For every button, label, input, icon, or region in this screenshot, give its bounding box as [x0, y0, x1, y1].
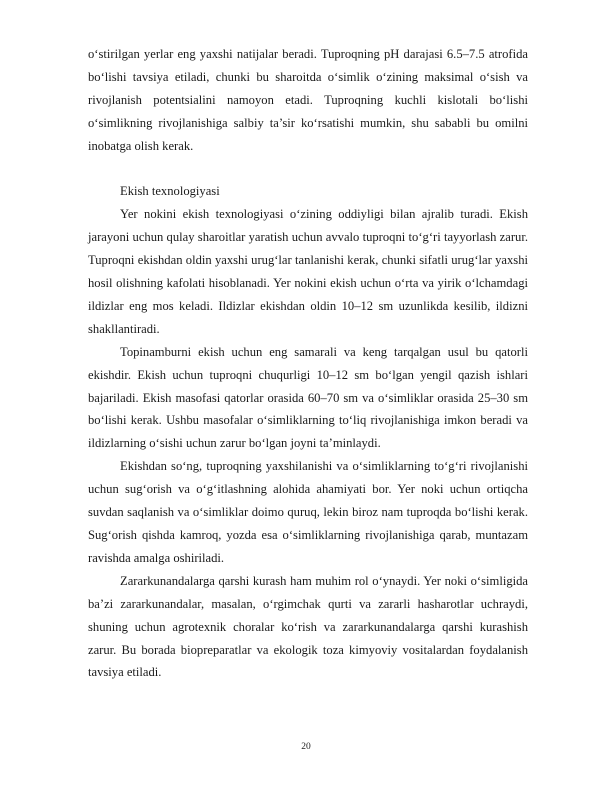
- blank-line: [88, 158, 528, 181]
- page-number: 20: [301, 742, 311, 752]
- paragraph-3: Ekishdan so‘ng, tuproqning yaxshilanishi va o‘simliklarning to‘g‘ri rivojlanishi uchun sug‘orish va o‘g‘itlashning alohida ahamiyati bor. Yer noki uchun ortiqcha suvdan saqlanish va o‘simliklar doimo quruq, lekin biroz nam tuproqda bo‘lishi kerak. Sug‘orish qishda kamroq, yozda esa o‘simliklarning rivojlanishiga qarab, muntazam ravishda amalga oshiriladi.: [88, 459, 528, 565]
- paragraph-4: Zararkunandalarga qarshi kurash ham muhim rol o‘ynaydi. Yer noki o‘simligida ba’zi zararkunandalar, masalan, o‘rgimchak qurti va zararli hasharotlar uchraydi, shuning uchun agrotexnik choralar ko‘rish va zararkunandalarga qarshi kurashish zarur. Bu borada biopreparatlar va ekologik toza kimyoviy vositalardan foydalanish tavsiya etiladi.: [88, 573, 528, 680]
- paragraph-intro: o‘stirilgan yerlar eng yaxshi natijalar beradi. Tuproqning pH darajasi 6.5–7.5 atrofida bo‘lishi tavsiya etiladi, chunki bu sharoitda o‘simlik o‘zining maksimal o‘sish va rivojlanish potentsialini namoyon etadi. Tuproqning kuchli kislotali bo‘lishi o‘simlikning rivojlanishiga salbiy ta’sir ko‘rsatishi mumkin, shu sababli bu omilni inobatga olish kerak.: [88, 47, 528, 153]
- paragraph-1: Yer nokini ekish texnologiyasi o‘zining oddiyligi bilan ajralib turadi. Ekish jarayoni uchun qulay sharoitlar yaratish uchun avvalo tuproqni to‘g‘ri tayyorlash zarur. Tuproqni ekishdan oldin yaxshi urug‘lar tanlanishi kerak, chunki sifatli urug‘lar yaxshi hosil olishning kafolati hisoblanadi. Yer nokini ekish uchun o‘rta va yirik o‘lchamdagi ildizlar eng mos keladi. Ildizlar ekishdan oldin 10–12 sm uzunlikda kesilib, ildizni shakllantiradi.: [88, 207, 528, 336]
- document-page: [88, 43, 528, 684]
- paragraph-2: Topinamburni ekish uchun eng samarali va keng tarqalgan usul bu qatorli ekishdir. Ekish uchun tuproqni chuqurligi 10–12 sm bo‘lgan yengil qazish ishlari bajariladi. Ekish masofasi qatorlar orasida 60–70 sm va o‘simliklar orasida 25–30 sm bo‘lishi kerak. Ushbu masofalar o‘simliklarning to‘liq rivojlanishiga imkon beradi va ildizlarning o‘sishi uchun zarur bo‘lgan joyni ta’minlaydi.: [88, 344, 528, 451]
- section-heading: Ekish texnologiyasi: [120, 184, 220, 199]
